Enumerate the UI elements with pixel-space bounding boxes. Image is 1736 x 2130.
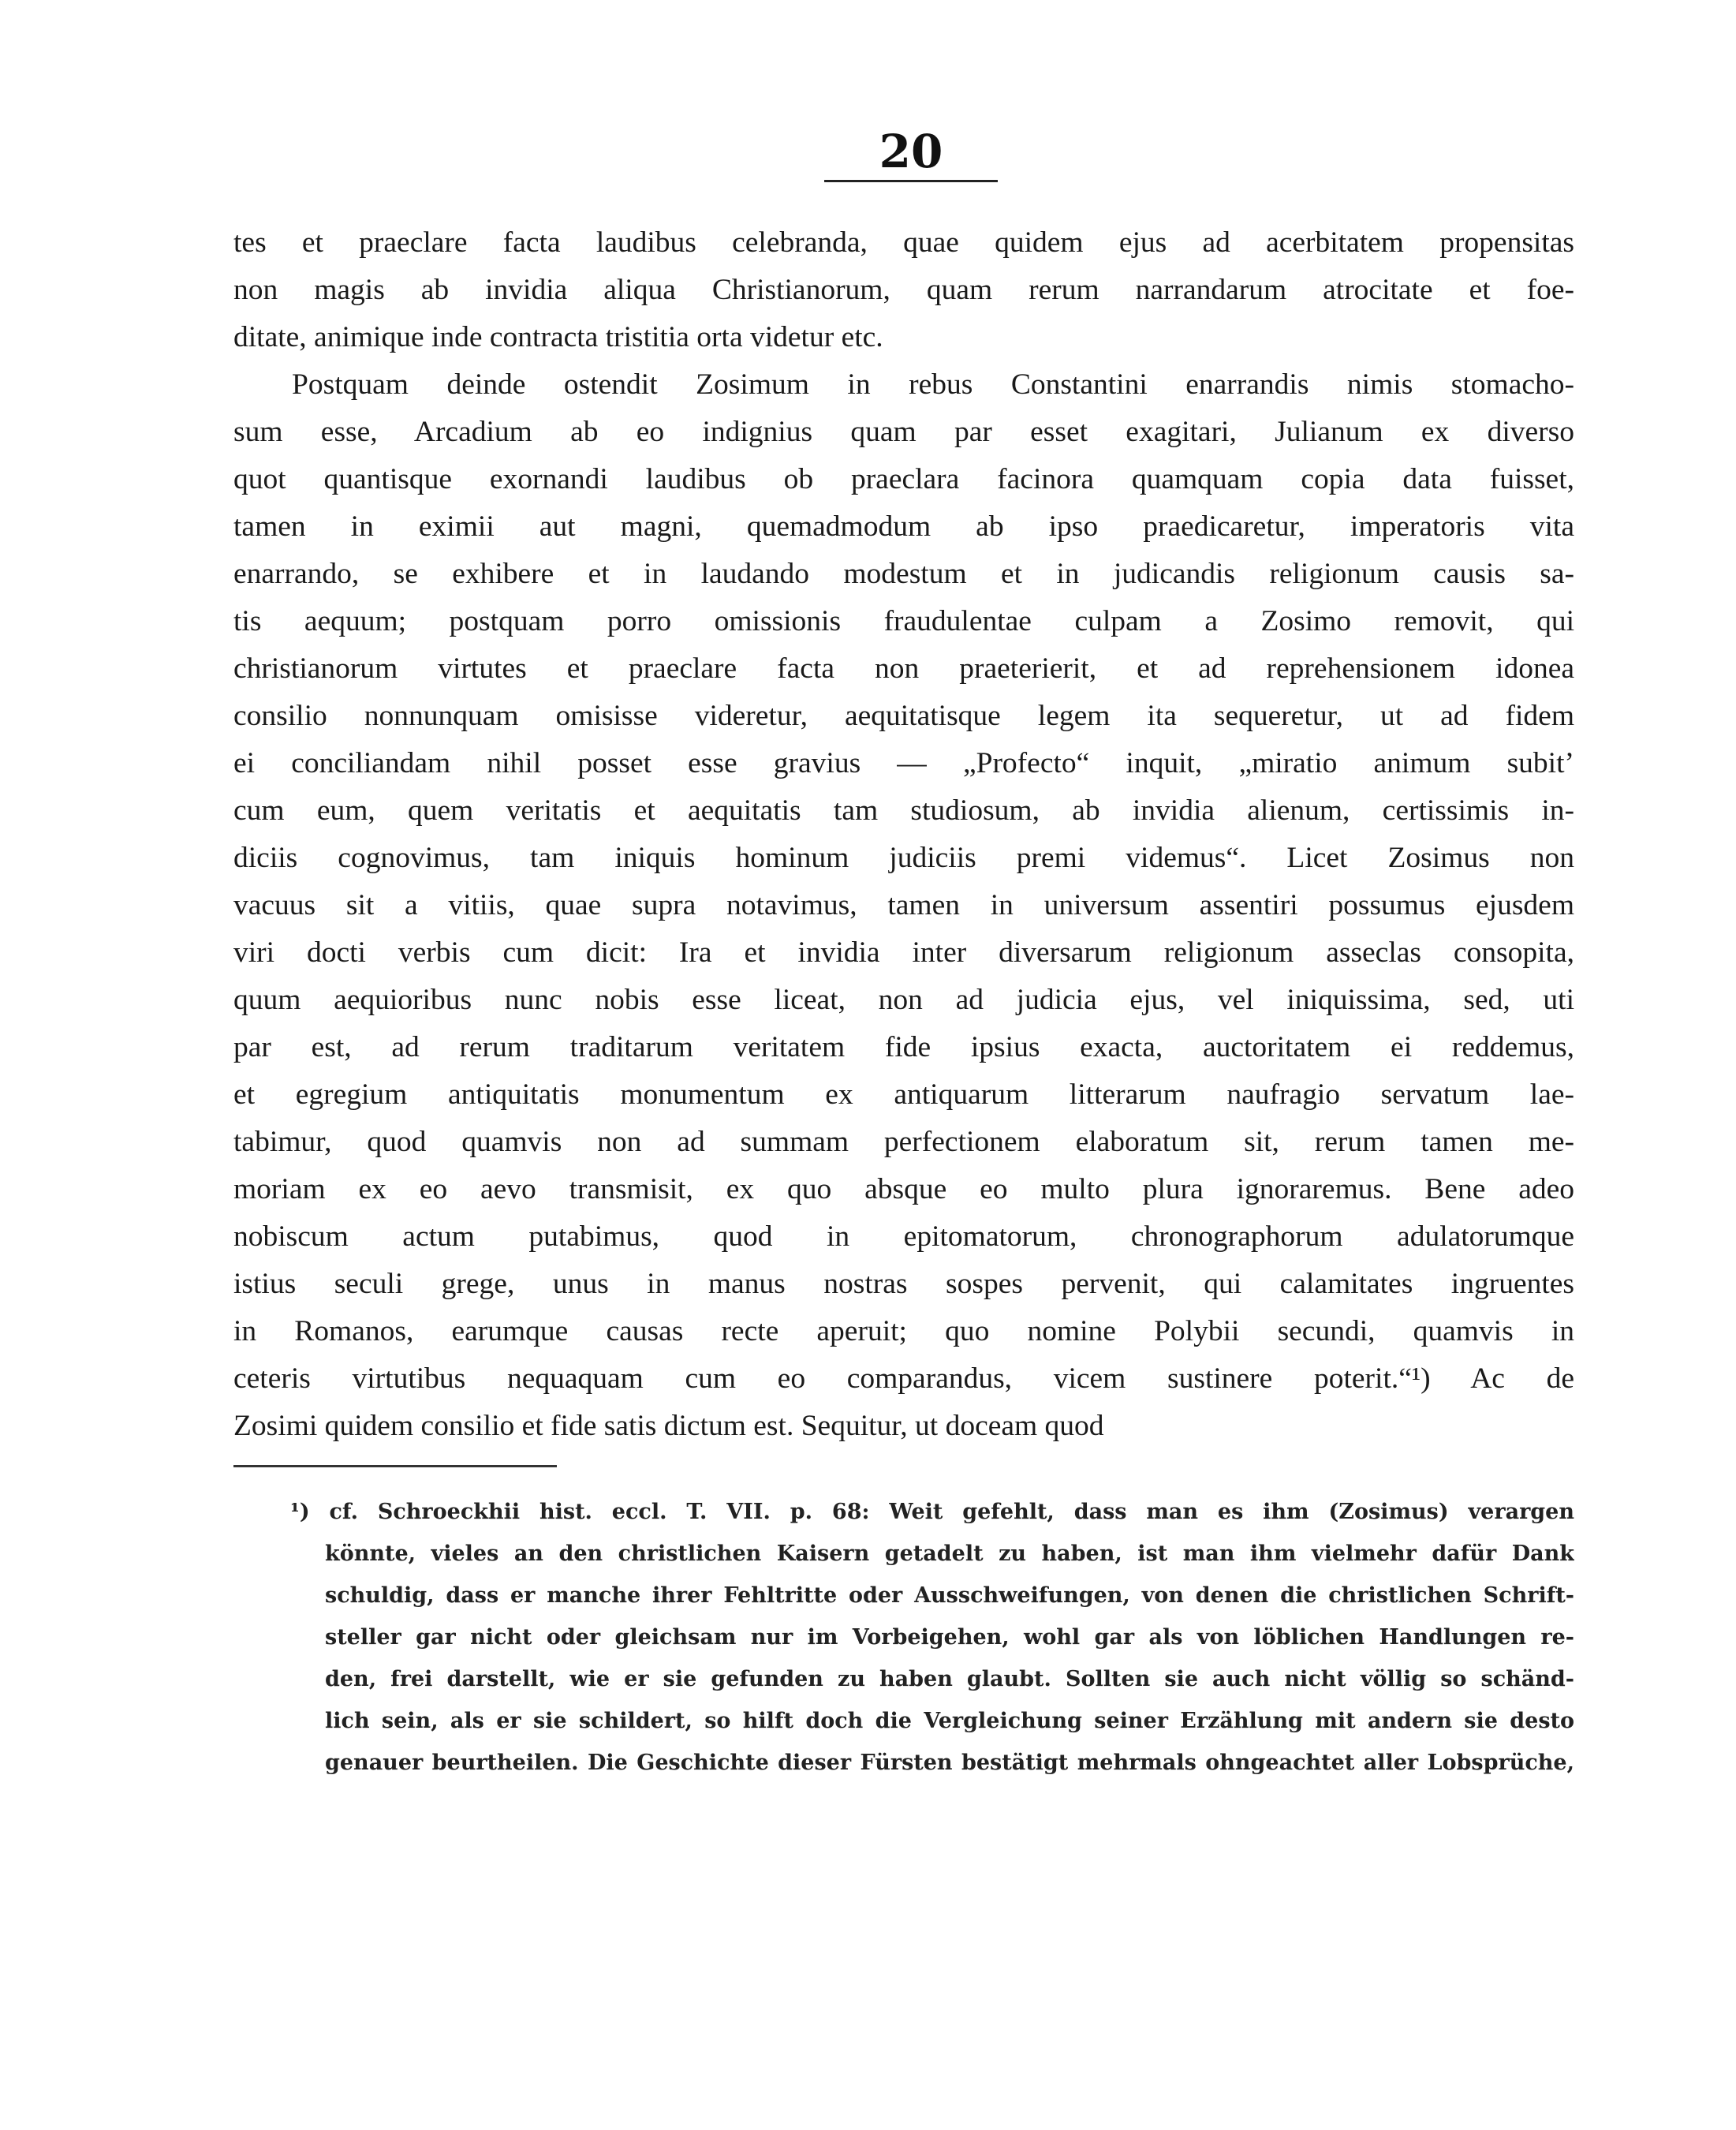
footnote-line: könnte, vieles an den christlichen Kaisern getadelt zu haben, ist man ihm vielmehr dafür Dank bbox=[325, 1541, 1574, 1566]
footnote-line: lich sein, als er sie schildert, so hilft doch die Vergleichung seiner Erzählung mit andern sie desto bbox=[325, 1709, 1574, 1733]
footnote-line: ¹) cf. Schroeckhii hist. eccl. T. VII. p. 68: Weit gefehlt, dass man es ihm (Zosimus) verargen bbox=[290, 1500, 1574, 1524]
text-line: istius seculi grege, unus in manus nostras sospes pervenit, qui calamitates ingruentes bbox=[233, 1268, 1574, 1300]
main-text-block bbox=[233, 219, 1574, 1450]
text-line: non magis ab invidia aliqua Christianorum, quam rerum narrandarum atrocitate et foe- bbox=[233, 274, 1574, 306]
text-line: tis aequum; postquam porro omissionis fraudulentae culpam a Zosimo removit, qui bbox=[233, 605, 1574, 637]
text-line: ditate, animique inde contracta tristitia orta videtur etc. bbox=[233, 321, 883, 353]
text-line: cum eum, quem veritatis et aequitatis tam studiosum, ab invidia alienum, certissimis in- bbox=[233, 794, 1574, 827]
text-line: enarrando, se exhibere et in laudando modestum et in judicandis religionum causis sa- bbox=[233, 558, 1574, 590]
footnote-line: den, frei darstellt, wie er sie gefunden zu haben glaubt. Sollten sie auch nicht völlig so schänd- bbox=[325, 1667, 1574, 1691]
paragraph-start-line: Postquam deinde ostendit Zosimum in rebus Constantini enarrandis nimis stomacho- bbox=[292, 368, 1574, 401]
footnote-block bbox=[290, 1491, 1574, 1784]
text-line: par est, ad rerum traditarum veritatem fide ipsius exacta, auctoritatem ei reddemus, bbox=[233, 1031, 1574, 1063]
page-number-rule bbox=[824, 180, 998, 182]
text-line: sum esse, Arcadium ab eo indignius quam par esset exagitari, Julianum ex diverso bbox=[233, 416, 1574, 448]
page-number: 20 bbox=[879, 125, 943, 178]
text-line: tabimur, quod quamvis non ad summam perfectionem elaboratum sit, rerum tamen me- bbox=[233, 1126, 1574, 1158]
text-line: viri docti verbis cum dicit: Ira et invidia inter diversarum religionum asseclas consopita, bbox=[233, 936, 1574, 969]
text-line: quot quantisque exornandi laudibus ob praeclara facinora quamquam copia data fuisset, bbox=[233, 463, 1574, 495]
footnote-line: genauer beurtheilen. Die Geschichte dieser Fürsten bestätigt mehrmals ohngeachtet aller Lobsprüche, bbox=[325, 1751, 1574, 1775]
text-line: tes et praeclare facta laudibus celebranda, quae quidem ejus ad acerbitatem propensitas bbox=[233, 226, 1574, 259]
text-line: et egregium antiquitatis monumentum ex antiquarum litterarum naufragio servatum lae- bbox=[233, 1078, 1574, 1111]
footnote-separator bbox=[233, 1465, 557, 1467]
text-line: nobiscum actum putabimus, quod in epitomatorum, chronographorum adulatorumque bbox=[233, 1220, 1574, 1253]
text-line: ceteris virtutibus nequaquam cum eo comparandus, vicem sustinere poterit.“¹) Ac de bbox=[233, 1362, 1574, 1395]
text-line: christianorum virtutes et praeclare facta non praeterierit, et ad reprehensionem idonea bbox=[233, 652, 1574, 685]
text-line: Zosimi quidem consilio et fide satis dictum est. Sequitur, ut doceam quod bbox=[233, 1410, 1104, 1442]
text-line: tamen in eximii aut magni, quemadmodum ab ipso praedicaretur, imperatoris vita bbox=[233, 510, 1574, 543]
footnote-line: schuldig, dass er manche ihrer Fehltritte oder Ausschweifungen, von denen die christlichen Schrift- bbox=[325, 1583, 1574, 1608]
text-line: quum aequioribus nunc nobis esse liceat, non ad judicia ejus, vel iniquissima, sed, uti bbox=[233, 984, 1574, 1016]
text-line: moriam ex eo aevo transmisit, ex quo absque eo multo plura ignoraremus. Bene adeo bbox=[233, 1173, 1574, 1205]
footnote-line: steller gar nicht oder gleichsam nur im Vorbeigehen, wohl gar als von löblichen Handlungen re- bbox=[325, 1625, 1574, 1650]
text-line: consilio nonnunquam omisisse videretur, aequitatisque legem ita sequeretur, ut ad fidem bbox=[233, 700, 1574, 732]
text-line: diciis cognovimus, tam iniquis hominum judiciis premi videmus“. Licet Zosimus non bbox=[233, 842, 1574, 874]
text-line: vacuus sit a vitiis, quae supra notavimus, tamen in universum assentiri possumus ejusdem bbox=[233, 889, 1574, 921]
text-line: in Romanos, earumque causas recte aperuit; quo nomine Polybii secundi, quamvis in bbox=[233, 1315, 1574, 1347]
text-line: ei conciliandam nihil posset esse gravius — „Profecto“ inquit, „miratio animum subit’ bbox=[233, 747, 1574, 779]
